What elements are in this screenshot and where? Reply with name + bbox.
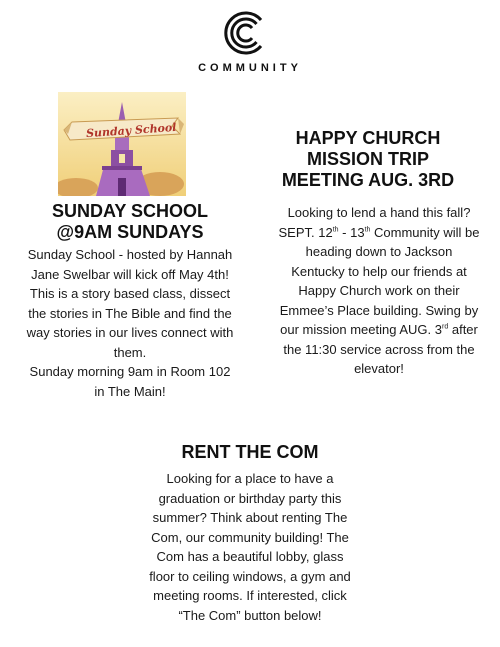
mission-trip-body <box>258 203 500 379</box>
body-line: way stories in our lives connect with <box>26 325 234 340</box>
body-line: the 11:30 service across from the <box>283 341 475 357</box>
banner-text: Sunday School <box>85 120 177 141</box>
sunday-school-body <box>0 245 260 401</box>
body-line: in The Main! <box>94 383 166 399</box>
body-line: SEPT. 12th - 13th Community will be <box>278 224 480 240</box>
body-line: Sunday morning 9am in Room 102 <box>29 364 231 379</box>
rent-body <box>120 469 380 625</box>
body-line: floor to ceiling windows, a gym and <box>149 568 351 584</box>
heading-line: HAPPY CHURCH <box>295 128 441 148</box>
body-line: Kentucky to help our friends at <box>291 263 467 279</box>
body-line: meeting rooms. If interested, click <box>153 588 347 603</box>
body-line: Com, our community building! The <box>151 529 349 545</box>
heading-line: MISSION TRIP <box>306 149 429 169</box>
brand-name: COMMUNITY <box>198 62 302 74</box>
body-line: “The Com” button below! <box>178 607 322 623</box>
body-line: the stories in The Bible and find the <box>28 305 232 321</box>
church-steeple-icon <box>58 92 186 196</box>
mission-trip-heading <box>268 128 468 191</box>
body-line: elevator! <box>354 361 404 376</box>
concentric-c-icon <box>221 8 271 58</box>
body-line: heading down to Jackson <box>305 244 453 259</box>
heading-line: MEETING AUG. 3RD <box>281 170 455 190</box>
heading-line: SUNDAY SCHOOL <box>51 201 209 221</box>
body-line: Happy Church work on their <box>298 283 460 298</box>
body-line: Emmee’s Place building. Swing by <box>279 302 479 318</box>
body-line: Sunday School - hosted by Hannah <box>27 247 233 262</box>
body-line: them. <box>113 344 147 360</box>
heading-line: @9AM SUNDAYS <box>56 222 204 242</box>
body-line: Jane Swelbar will kick off May 4th! <box>31 266 229 282</box>
body-line: graduation or birthday party this <box>158 490 342 506</box>
body-line: our mission meeting AUG. 3rd after <box>280 322 478 337</box>
rent-heading: RENT THE COM <box>181 442 319 462</box>
body-line: Com has a beautiful lobby, glass <box>156 549 344 564</box>
body-line: summer? Think about renting The <box>152 510 348 525</box>
body-line: Looking to lend a hand this fall? <box>287 205 471 220</box>
body-line: This is a story based class, dissect <box>29 286 231 301</box>
sunday-school-heading <box>10 201 250 243</box>
body-line: Looking for a place to have a <box>166 471 334 486</box>
